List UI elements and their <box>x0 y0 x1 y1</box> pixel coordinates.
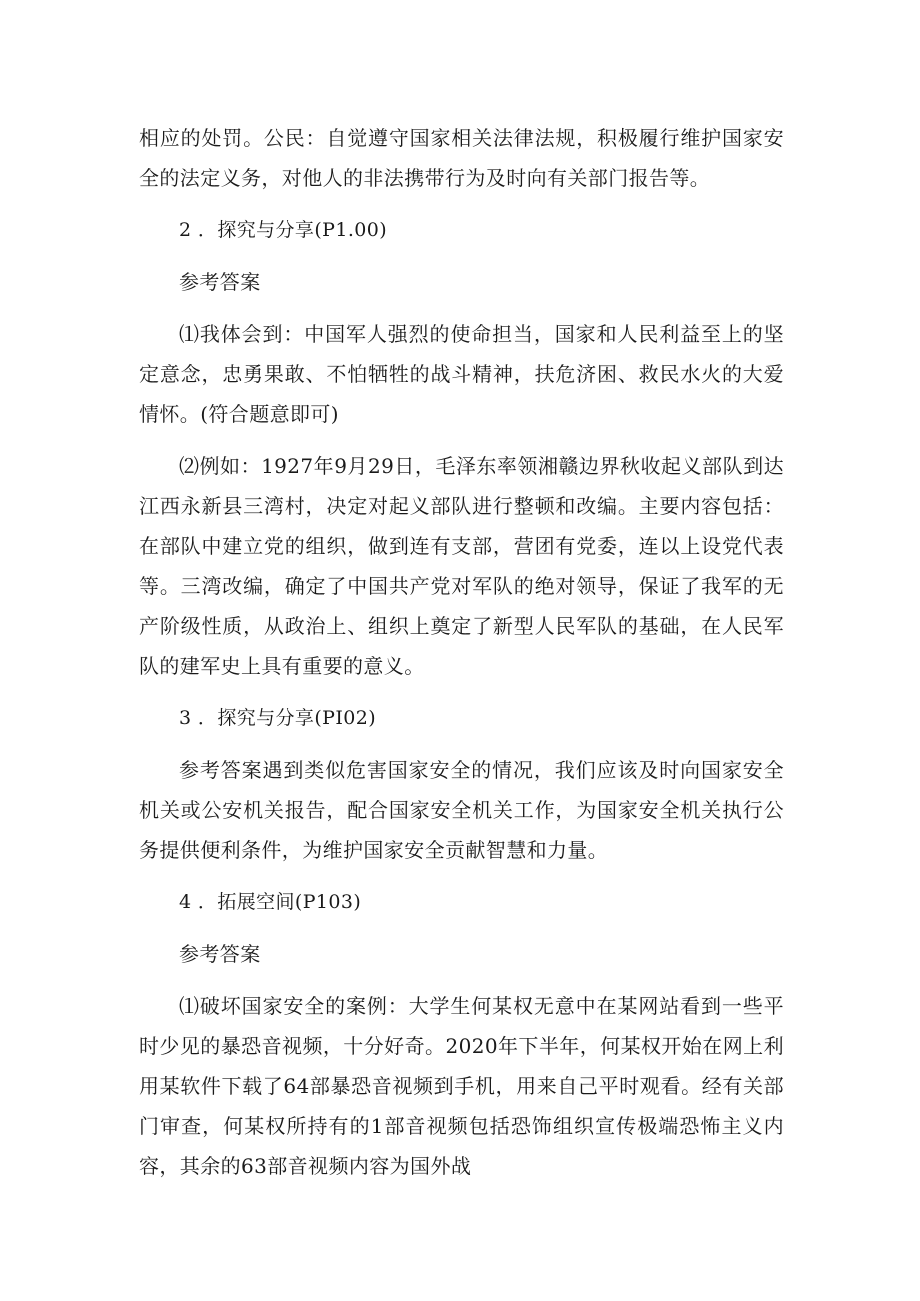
label-reference-answer-1: 参考答案 <box>179 270 261 294</box>
paragraph-answer-2: ⑵例如：1927年9月29日，毛泽东率领湘赣边界秋收起义部队到达江西永新县三湾村，决定对起义部队进行整顿和改编。主要内容包括：在部队中建立党的组织，做到连有支部，营团有党委，连以上设党代表等。三湾改编，确定了中国共产党对军队的绝对领导，保证了我军的无产阶级性质，从政治上、组织上奠定了新型人民军队的基础，在人民军队的建军史上具有重要的意义。 <box>139 454 784 678</box>
heading-explore-share-2: 2 ．探究与分享(P1.00) <box>179 219 388 241</box>
paragraph-answer-3: 参考答案遇到类似危害国家安全的情况，我们应该及时向国家安全机关或公安机关报告，配合国家安全机关工作，为国家安全机关执行公务提供便利条件，为维护国家安全贡献智慧和力量。 <box>139 758 784 862</box>
heading-expand-space-4: 4 ．拓展空间(P103) <box>179 891 362 913</box>
paragraph-answer-4: ⑴破坏国家安全的案例：大学生何某权无意中在某网站看到一些平时少见的暴恐音视频，十分好奇。2020年下半年，何某权开始在网上利用某软件下载了64部暴恐音视频到手机，用来自己平时观看。经有关部门审查，何某权所持有的1部音视频包括恐饰组织宣传极端恐怖主义内容，其余的63部音视频内容为国外战 <box>139 994 784 1178</box>
label-reference-answer-4: 参考答案 <box>179 942 261 966</box>
paragraph-answer-1: ⑴我体会到：中国军人强烈的使命担当，国家和人民利益至上的坚定意念，忠勇果敢、不怕牺牲的战斗精神，扶危济困、救民水火的大爱情怀。(符合题意即可) <box>139 322 784 426</box>
heading-explore-share-3: 3 ．探究与分享(PI02) <box>179 707 377 729</box>
paragraph-citizen-duty: 相应的处罚。公民：自觉遵守国家相关法律法规，积极履行维护国家安全的法定义务，对他人的非法携带行为及时向有关部门报告等。 <box>139 126 784 190</box>
